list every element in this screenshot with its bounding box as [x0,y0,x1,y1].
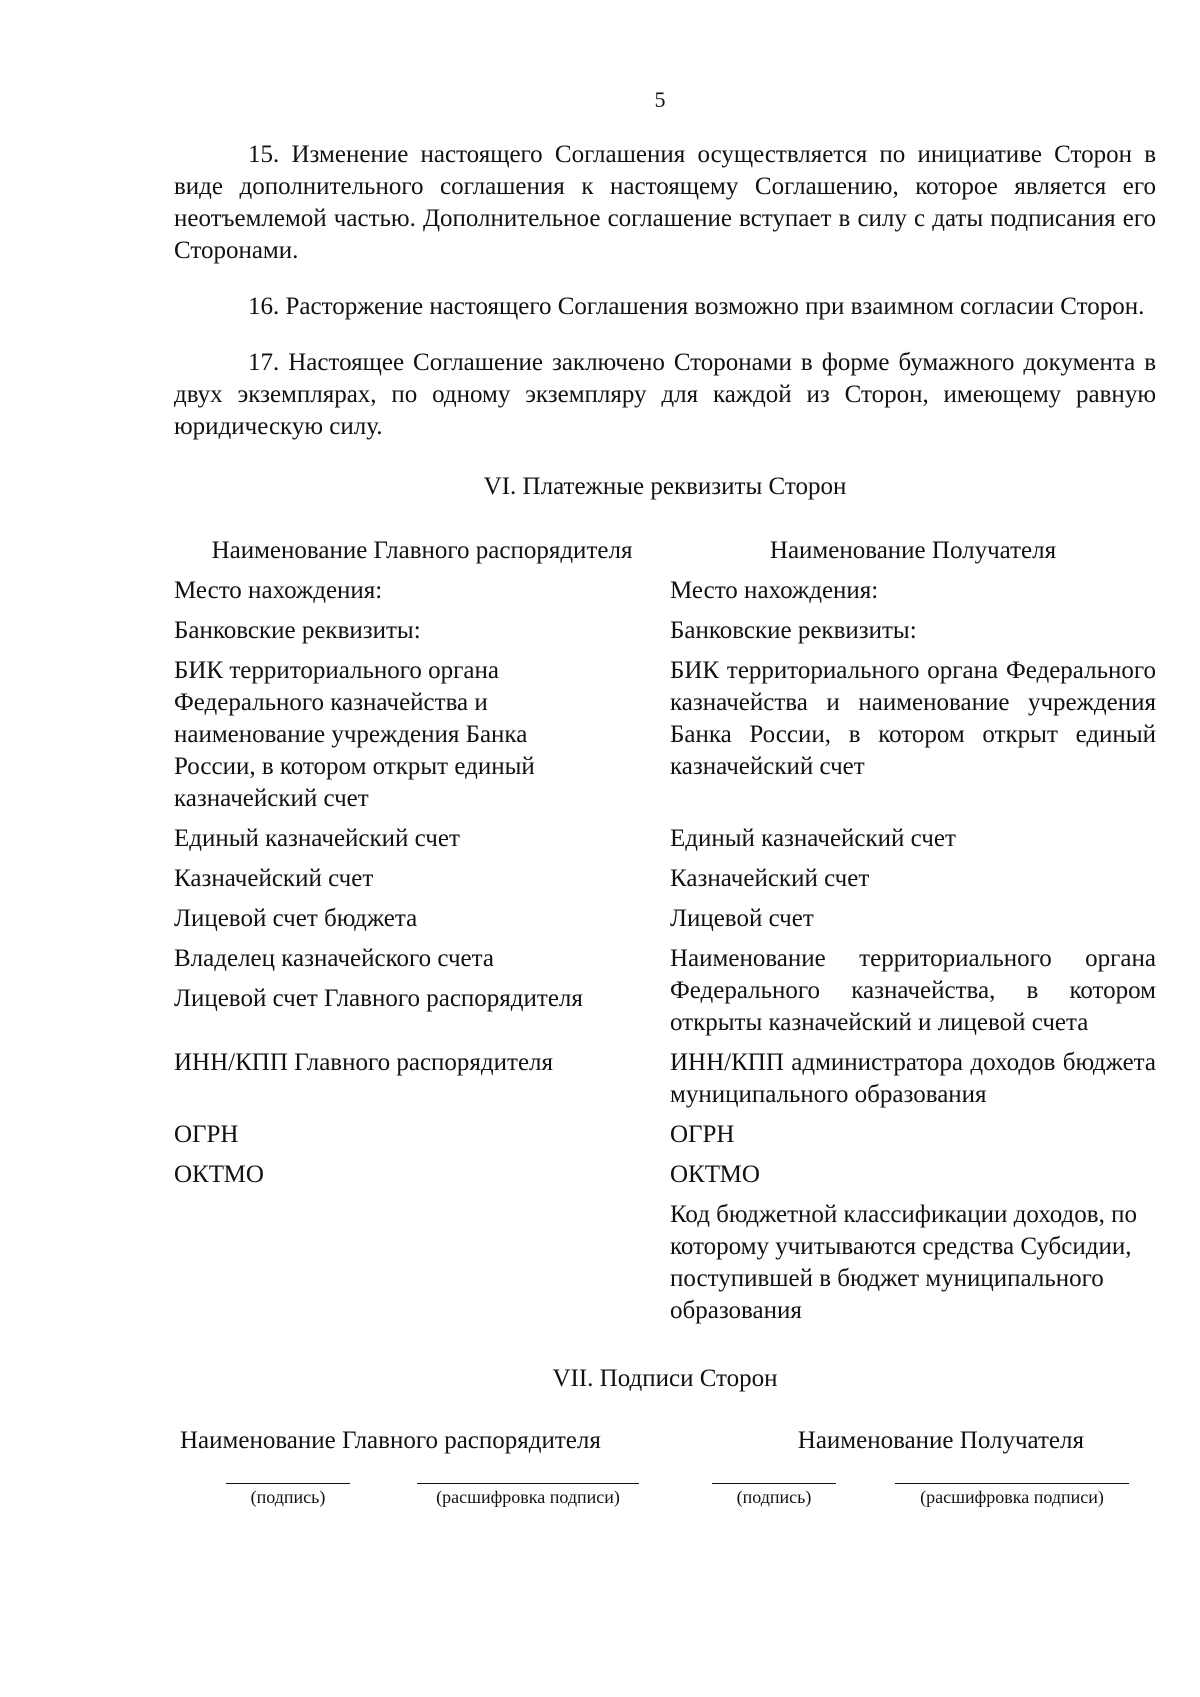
page-number: 5 [654,87,666,112]
table-row [174,655,1156,823]
requisite-right: Банковские реквизиты: [670,617,917,644]
decode-caption: (расшифровка подписи) [920,1487,1104,1507]
requisite-left [174,943,670,1047]
table-row [174,1119,1156,1159]
decode-line [895,1483,1129,1484]
signature-slot-left [218,1483,358,1508]
requisite-right: Наименование территориального органа Федерального казначейства, в котором открыты казначейский и лицевой счета [670,945,1156,1036]
table-row [174,1159,1156,1199]
table-row [174,575,1156,615]
requisite-right: ИНН/КПП администратора доходов бюджета муниципального образования [670,1049,1156,1108]
requisite-right: Место нахождения: [670,577,879,604]
decode-slot-left [410,1483,646,1508]
signature-line [226,1483,350,1484]
requisite-right: ОКТМО [670,1161,760,1188]
requisite-left: ИНН/КПП Главного распорядителя [174,1049,554,1076]
decode-slot-right [892,1483,1132,1508]
requisite-left: Место нахождения: [174,577,383,604]
signature-lines [174,1483,1156,1508]
payment-requisites-table [174,535,1156,1335]
table-row [174,943,1156,1047]
requisite-chief-account: Лицевой счет Главного распорядителя [174,985,583,1012]
table-row [174,823,1156,863]
header-chief-administrator: Наименование Главного распорядителя [211,537,633,564]
requisite-right: ОГРН [670,1121,735,1148]
signature-line [712,1483,836,1484]
signature-caption: (подпись) [250,1487,326,1507]
requisite-right: Код бюджетной классификации доходов, по которому учитываются средства Субсидии, поступившей в бюджет муниципального образования [670,1201,1137,1324]
table-row [174,863,1156,903]
requisites-header-row [174,535,1156,575]
signature-slot-right [704,1483,844,1508]
requisite-right: Казначейский счет [670,865,870,892]
signature-party-names [174,1425,1156,1457]
requisite-left: ОКТМО [174,1161,264,1188]
requisite-account-owner: Владелец казначейского счета [174,945,494,972]
signature-name-recipient: Наименование Получателя [797,1427,1084,1454]
requisite-right: Единый казначейский счет [670,825,956,852]
decode-caption: (расшифровка подписи) [436,1487,620,1507]
requisite-right: Лицевой счет [670,905,814,932]
paragraph-15: 15. Изменение настоящего Соглашения осуществляется по инициативе Сторон в виде дополнительного соглашения к настоящему Соглашению, которое является его неотъемлемой частью. Дополнительное соглашение вступает в силу с даты подписания его Сторонами. [174,141,1156,264]
requisite-left: Казначейский счет [174,865,374,892]
document-body [174,139,1156,1508]
requisite-left: БИК территориального органа Федерального казначейства и наименование учреждения Банка России, в котором открыт единый казначейский счет [174,657,535,812]
requisite-right: БИК территориального органа Федерального казначейства и наименование учреждения Банка России, в котором открыт единый казначейский счет [670,657,1156,780]
requisite-left: Банковские реквизиты: [174,617,421,644]
table-row [174,1047,1156,1119]
requisite-left: ОГРН [174,1121,239,1148]
requisite-left: Лицевой счет бюджета [174,905,418,932]
table-row [174,615,1156,655]
table-row [174,903,1156,943]
requisite-left: Единый казначейский счет [174,825,460,852]
section-vii-title: VII. Подписи Сторон [552,1365,778,1392]
signature-name-chief-administrator: Наименование Главного распорядителя [180,1427,601,1454]
requisite-left [174,1199,670,1335]
table-row [174,1199,1156,1335]
section-vi-title: VI. Платежные реквизиты Сторон [483,473,847,500]
decode-line [417,1483,639,1484]
header-recipient: Наименование Получателя [769,537,1057,564]
signature-caption: (подпись) [736,1487,812,1507]
paragraph-17: 17. Настоящее Соглашение заключено Сторонами в форме бумажного документа в двух экземплярах, по одному экземпляру для каждой из Сторон, имеющему равную юридическую силу. [174,349,1156,440]
paragraph-16: 16. Расторжение настоящего Соглашения возможно при взаимном согласии Сторон. [248,293,1145,320]
